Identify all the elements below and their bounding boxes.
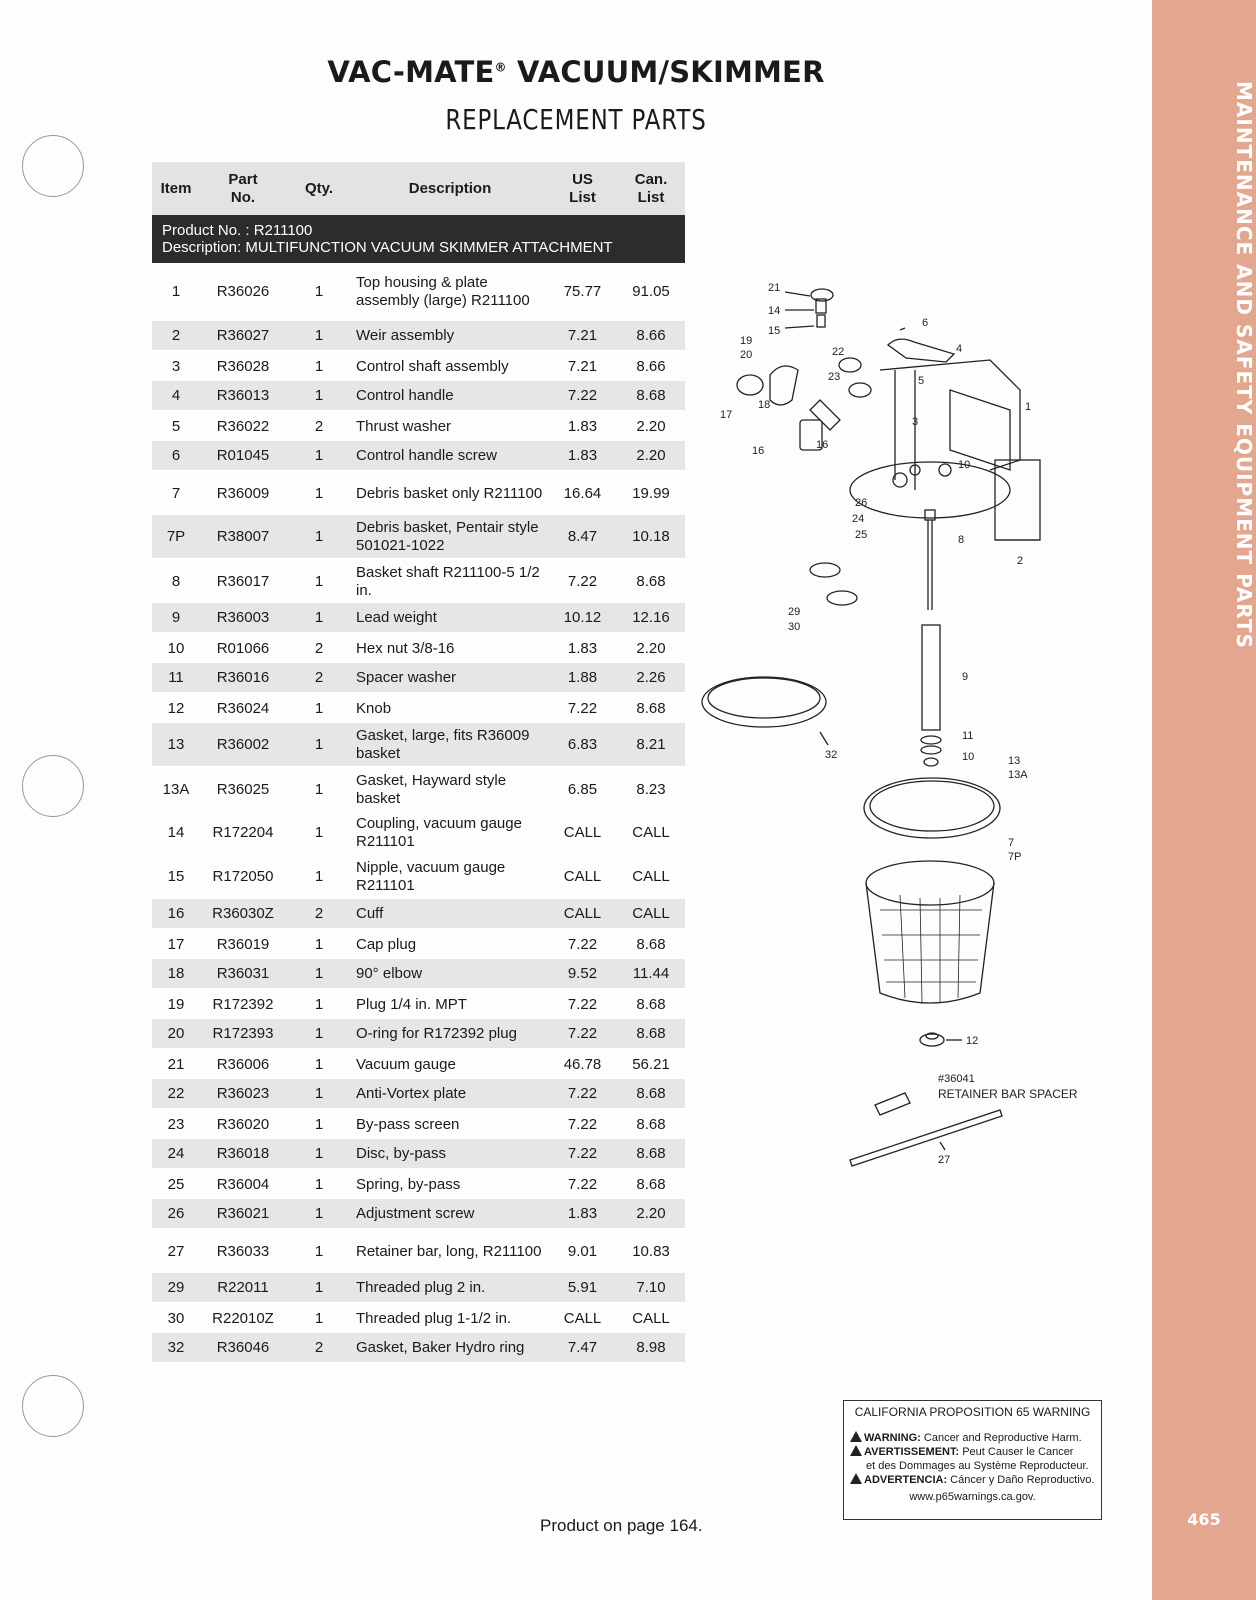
cell-us-list: 7.22 xyxy=(548,1139,617,1169)
cell-description: Threaded plug 1-1/2 in. xyxy=(356,1309,512,1327)
callout: 23 xyxy=(828,371,841,383)
cell-item: 13 xyxy=(152,723,200,767)
cell-description: Plug 1/4 in. MPT xyxy=(356,995,467,1013)
table-row xyxy=(152,515,685,559)
cell-part-no: R36031 xyxy=(200,959,286,989)
table-row xyxy=(152,693,685,723)
callout: 8 xyxy=(958,534,965,546)
header-can-list: Can. List xyxy=(617,162,685,215)
table-row xyxy=(152,1139,685,1169)
callout: 19 xyxy=(740,335,753,347)
product-banner xyxy=(152,215,685,263)
cell-can-list: 19.99 xyxy=(632,484,670,502)
cell-part-no: R22011 xyxy=(200,1273,286,1303)
cell-us-list: 1.83 xyxy=(567,417,598,435)
cell-us-list: 7.21 xyxy=(567,357,598,375)
callout: 18 xyxy=(758,399,771,411)
callout: 7 xyxy=(1008,837,1015,849)
diagram-callouts xyxy=(720,282,1078,1166)
cell-part-no: R36030Z xyxy=(200,899,286,929)
cell-us-list: 46.78 xyxy=(563,1055,602,1073)
callout: 22 xyxy=(832,346,845,358)
cell-item: 3 xyxy=(171,357,181,375)
table-row xyxy=(152,1229,685,1273)
cell-us-list: 1.83 xyxy=(548,441,617,471)
cell-description: Cuff xyxy=(352,899,548,929)
cell-qty: 1 xyxy=(286,1079,352,1109)
cell-description: Debris basket, Pentair style 501021-1022 xyxy=(352,515,548,559)
callout: 5 xyxy=(918,375,925,387)
parts-table xyxy=(152,162,685,1364)
cell-description: Control shaft assembly xyxy=(356,357,509,375)
cell-us-list: 7.21 xyxy=(548,321,617,351)
callout: 4 xyxy=(956,343,963,355)
cell-item: 5 xyxy=(171,417,181,435)
table-row xyxy=(152,1049,685,1079)
cell-qty: 1 xyxy=(314,699,324,717)
section-title: MAINTENANCE AND SAFETY EQUIPMENT PARTS xyxy=(1232,81,1256,649)
header-us-list: US List xyxy=(548,162,617,215)
cell-can-list: CALL xyxy=(617,899,685,929)
cell-qty: 1 xyxy=(314,572,324,590)
table-row xyxy=(152,1169,685,1199)
callout: 10 xyxy=(958,459,971,471)
page-title xyxy=(0,55,1152,89)
cell-us-list: CALL xyxy=(563,824,602,841)
table-row xyxy=(152,263,685,321)
cell-can-list: 8.68 xyxy=(617,1019,685,1049)
cell-part-no: R01066 xyxy=(216,639,270,657)
cell-part-no: R36018 xyxy=(200,1139,286,1169)
cell-description: 90° elbow xyxy=(352,959,548,989)
cell-qty: 1 xyxy=(314,935,324,953)
cell-item: 4 xyxy=(152,381,200,411)
cell-item: 19 xyxy=(167,995,185,1013)
cell-us-list: 7.22 xyxy=(548,1019,617,1049)
cell-description: Spacer washer xyxy=(352,663,548,693)
cell-qty: 2 xyxy=(314,639,324,657)
prop65-warning xyxy=(843,1400,1102,1520)
callout: 13A xyxy=(1008,769,1028,781)
cell-qty: 1 xyxy=(286,1139,352,1169)
cell-can-list: 12.16 xyxy=(617,603,685,633)
cell-us-list: 7.22 xyxy=(548,1079,617,1109)
callout: 9 xyxy=(962,671,969,683)
cell-item: 14 xyxy=(167,824,185,841)
callout: 1 xyxy=(1025,401,1032,413)
cell-item: 8 xyxy=(171,572,181,590)
callout: 12 xyxy=(966,1035,979,1047)
cell-description: Top housing & plate assembly (large) R211100 xyxy=(356,274,530,309)
cell-description: Gasket, Baker Hydro ring xyxy=(352,1333,548,1363)
cell-part-no: R172050 xyxy=(212,868,274,885)
side-band xyxy=(1152,0,1256,1600)
cell-item: 22 xyxy=(152,1079,200,1109)
cell-description: Disc, by-pass xyxy=(352,1139,548,1169)
table-row xyxy=(152,767,685,811)
table-row xyxy=(152,1199,685,1229)
cell-can-list: 8.68 xyxy=(636,995,666,1013)
cell-item: 27 xyxy=(167,1242,185,1260)
cell-part-no: R36019 xyxy=(216,935,270,953)
callout: 30 xyxy=(788,621,801,633)
cell-can-list: 8.68 xyxy=(636,572,666,590)
callout: 2 xyxy=(1017,555,1024,567)
cell-item: 26 xyxy=(152,1199,200,1229)
table-row xyxy=(152,1109,685,1139)
table-row xyxy=(152,381,685,411)
cell-item: 16 xyxy=(152,899,200,929)
callout: 24 xyxy=(852,513,865,525)
cell-part-no: R22010Z xyxy=(212,1309,274,1327)
cell-item: 17 xyxy=(167,935,185,953)
table-row xyxy=(152,959,685,989)
cell-part-no: R36021 xyxy=(200,1199,286,1229)
cell-us-list: 10.12 xyxy=(548,603,617,633)
cell-item: 11 xyxy=(152,663,200,693)
cell-us-list: 7.22 xyxy=(567,935,598,953)
table-row xyxy=(152,663,685,693)
cell-description: Weir assembly xyxy=(352,321,548,351)
product-number: Product No. : R211100 xyxy=(162,222,313,239)
cell-can-list: 8.68 xyxy=(617,1139,685,1169)
cell-item: 2 xyxy=(152,321,200,351)
cell-qty: 1 xyxy=(286,1199,352,1229)
cell-description: By-pass screen xyxy=(356,1115,460,1133)
cell-us-list: 1.83 xyxy=(567,639,598,657)
spacer-part-number: #36041 xyxy=(938,1073,975,1085)
cell-qty: 1 xyxy=(286,603,352,633)
cell-description: Control handle screw xyxy=(352,441,548,471)
cell-us-list: CALL xyxy=(563,1309,602,1327)
cell-description: Threaded plug 2 in. xyxy=(352,1273,548,1303)
cell-us-list: 1.88 xyxy=(548,663,617,693)
cell-us-list: 6.85 xyxy=(567,780,598,798)
callout: 29 xyxy=(788,606,801,618)
warning-url: www.p65warnings.ca.gov. xyxy=(909,1491,1036,1503)
callout: 21 xyxy=(768,282,781,294)
cell-part-no: R36025 xyxy=(216,780,270,798)
cell-us-list: 5.91 xyxy=(548,1273,617,1303)
table-row xyxy=(152,989,685,1019)
cell-us-list: 8.47 xyxy=(548,515,617,559)
cell-item: 1 xyxy=(171,283,181,300)
cell-part-no: R36002 xyxy=(200,723,286,767)
page-number: 465 xyxy=(1187,1510,1221,1529)
cell-qty: 2 xyxy=(286,663,352,693)
table-row xyxy=(152,633,685,663)
cell-can-list: CALL xyxy=(632,824,670,841)
cell-us-list: 7.22 xyxy=(567,572,598,590)
cell-part-no: R38007 xyxy=(200,515,286,559)
cell-description: Nipple, vacuum gauge R211101 xyxy=(356,859,506,894)
callout: 13 xyxy=(1008,755,1021,767)
header-qty: Qty. xyxy=(286,162,352,215)
table-header-row xyxy=(152,162,685,215)
cell-description: Gasket, large, fits R36009 basket xyxy=(352,723,548,767)
exploded-parts-diagram xyxy=(700,270,1120,1170)
cell-item: 15 xyxy=(167,868,185,885)
cell-item: 23 xyxy=(167,1115,185,1133)
warning-heading: CALIFORNIA PROPOSITION 65 WARNING xyxy=(854,1405,1091,1419)
cell-can-list: 10.83 xyxy=(632,1242,670,1260)
cell-part-no: R36017 xyxy=(216,572,270,590)
binder-hole xyxy=(22,135,84,197)
warning-triangle-icon xyxy=(850,1445,862,1456)
warning-es: ADVERTENCIA: Cáncer y Daño Reproductivo. xyxy=(850,1473,1095,1487)
brand-name: VAC-MATE xyxy=(327,55,495,89)
callout: 25 xyxy=(855,529,868,541)
cell-qty: 1 xyxy=(286,1019,352,1049)
cell-can-list: CALL xyxy=(632,868,670,885)
cell-part-no: R36022 xyxy=(216,417,270,435)
header-description: Description xyxy=(352,162,548,215)
cell-part-no: R36006 xyxy=(216,1055,270,1073)
cell-description: Control handle xyxy=(352,381,548,411)
callout: 3 xyxy=(912,416,919,428)
cell-can-list: 56.21 xyxy=(632,1055,670,1073)
cell-qty: 2 xyxy=(286,1333,352,1363)
table-row xyxy=(152,899,685,929)
cell-part-no: R36013 xyxy=(200,381,286,411)
cell-part-no: R36016 xyxy=(200,663,286,693)
cell-can-list: 10.18 xyxy=(617,515,685,559)
cell-part-no: R36009 xyxy=(216,484,270,502)
cell-item: 21 xyxy=(167,1055,185,1073)
cell-part-no: R36020 xyxy=(216,1115,270,1133)
cell-can-list: 2.20 xyxy=(617,441,685,471)
cell-us-list: 9.01 xyxy=(567,1242,598,1260)
cell-description: Thrust washer xyxy=(356,417,452,435)
cell-qty: 1 xyxy=(314,780,324,798)
cell-can-list: 2.26 xyxy=(617,663,685,693)
callout: 15 xyxy=(768,325,781,337)
callout: 16 xyxy=(752,445,765,457)
callout: 14 xyxy=(768,305,781,317)
callout: 10 xyxy=(962,751,975,763)
cell-qty: 1 xyxy=(314,868,324,885)
warning-triangle-icon xyxy=(850,1431,862,1442)
binder-hole xyxy=(22,1375,84,1437)
warning-triangle-icon xyxy=(850,1473,862,1484)
cell-part-no: R36027 xyxy=(200,321,286,351)
registered-mark: ® xyxy=(494,60,507,75)
cell-qty: 1 xyxy=(286,723,352,767)
callout: 32 xyxy=(825,749,838,761)
cell-item: 30 xyxy=(167,1309,185,1327)
cell-description: Spring, by-pass xyxy=(356,1175,461,1193)
cell-us-list: 6.83 xyxy=(548,723,617,767)
callout: 11 xyxy=(962,730,974,742)
cell-item: 32 xyxy=(152,1333,200,1363)
cell-us-list: 7.22 xyxy=(567,699,598,717)
cell-can-list: 8.68 xyxy=(617,1079,685,1109)
table-row xyxy=(152,559,685,603)
cell-can-list: 8.21 xyxy=(617,723,685,767)
cell-item: 20 xyxy=(152,1019,200,1049)
cell-item: 9 xyxy=(152,603,200,633)
cell-qty: 1 xyxy=(314,824,324,841)
cell-item: 29 xyxy=(152,1273,200,1303)
cell-description: Lead weight xyxy=(352,603,548,633)
table-row xyxy=(152,855,685,899)
cell-qty: 2 xyxy=(286,899,352,929)
table-row xyxy=(152,351,685,381)
cell-us-list: CALL xyxy=(563,868,602,885)
callout: 7P xyxy=(1008,851,1022,863)
cell-qty: 1 xyxy=(286,515,352,559)
product-description: Description: MULTIFUNCTION VACUUM SKIMMER ATTACHMENT xyxy=(162,239,613,256)
cell-can-list: 8.68 xyxy=(636,1115,666,1133)
header-item: Item xyxy=(152,162,200,215)
cell-qty: 1 xyxy=(286,321,352,351)
cell-can-list: 8.68 xyxy=(636,1175,666,1193)
cell-qty: 1 xyxy=(314,357,324,375)
callout: 26 xyxy=(855,497,868,509)
cell-description: Gasket, Hayward style basket xyxy=(356,771,507,807)
cell-us-list: 7.47 xyxy=(548,1333,617,1363)
warning-en: WARNING: Cancer and Reproductive Harm. xyxy=(850,1431,1095,1445)
cell-description: Anti-Vortex plate xyxy=(352,1079,548,1109)
callout: 16 xyxy=(816,439,829,451)
warning-fr-cont: et des Dommages au Système Reproducteur. xyxy=(866,1460,1089,1472)
table-row xyxy=(152,471,685,515)
cell-can-list: 8.68 xyxy=(636,699,666,717)
cell-can-list: 2.20 xyxy=(636,639,666,657)
cell-qty: 1 xyxy=(314,1175,324,1193)
cell-qty: 1 xyxy=(314,995,324,1013)
callout: 20 xyxy=(740,349,753,361)
cell-part-no: R36003 xyxy=(200,603,286,633)
cell-can-list: CALL xyxy=(632,1309,670,1327)
table-row xyxy=(152,1019,685,1049)
cell-qty: 1 xyxy=(286,959,352,989)
cell-description: Hex nut 3/8-16 xyxy=(356,639,455,657)
cell-can-list: 8.66 xyxy=(636,357,666,375)
table-row xyxy=(152,1333,685,1363)
cell-can-list: 2.20 xyxy=(617,1199,685,1229)
cell-qty: 1 xyxy=(286,441,352,471)
cell-qty: 1 xyxy=(314,283,324,300)
cell-part-no: R172393 xyxy=(200,1019,286,1049)
cell-us-list: CALL xyxy=(548,899,617,929)
cell-qty: 1 xyxy=(286,381,352,411)
cell-part-no: R36023 xyxy=(200,1079,286,1109)
cell-part-no: R36026 xyxy=(216,283,270,300)
cell-item: 13A xyxy=(162,780,190,798)
cell-item: 24 xyxy=(152,1139,200,1169)
cell-qty: 1 xyxy=(314,484,324,502)
callout: 6 xyxy=(922,317,929,329)
cell-description: O-ring for R172392 plug xyxy=(352,1019,548,1049)
product-name: VACUUM/SKIMMER xyxy=(506,55,825,89)
cell-can-list: 8.66 xyxy=(617,321,685,351)
cell-can-list: 2.20 xyxy=(636,417,666,435)
callout: 27 xyxy=(938,1154,951,1166)
footer-note: Product on page 164. xyxy=(540,1516,703,1535)
cell-item: 12 xyxy=(167,699,185,717)
table-row xyxy=(152,1303,685,1333)
cell-part-no: R36028 xyxy=(216,357,270,375)
cell-part-no: R36046 xyxy=(200,1333,286,1363)
cell-description: Knob xyxy=(356,699,392,717)
cell-description: Adjustment screw xyxy=(352,1199,548,1229)
cell-description: Coupling, vacuum gauge R211101 xyxy=(356,815,522,850)
table-row xyxy=(152,603,685,633)
cell-can-list: 8.23 xyxy=(636,780,666,798)
cell-description: Basket shaft R211100-5 1/2 in. xyxy=(356,563,540,599)
cell-can-list: 11.44 xyxy=(617,959,685,989)
cell-us-list: 9.52 xyxy=(548,959,617,989)
table-row xyxy=(152,411,685,441)
page-subtitle: REPLACEMENT PARTS xyxy=(445,103,707,136)
cell-item: 6 xyxy=(152,441,200,471)
binder-hole xyxy=(22,755,84,817)
cell-item: 18 xyxy=(152,959,200,989)
cell-can-list: 7.10 xyxy=(617,1273,685,1303)
cell-us-list: 1.83 xyxy=(548,1199,617,1229)
warning-fr: AVERTISSEMENT: Peut Causer le Cancer xyxy=(850,1445,1095,1459)
cell-qty: 1 xyxy=(314,1309,324,1327)
cell-part-no: R172392 xyxy=(212,995,274,1013)
cell-can-list: 91.05 xyxy=(632,283,670,300)
cell-qty: 1 xyxy=(314,1055,324,1073)
cell-qty: 2 xyxy=(314,417,324,435)
table-row xyxy=(152,1273,685,1303)
cell-part-no: R36033 xyxy=(216,1242,270,1260)
cell-description: Vacuum gauge xyxy=(356,1055,456,1073)
cell-can-list: 8.68 xyxy=(617,381,685,411)
table-row xyxy=(152,1079,685,1109)
table-row xyxy=(152,929,685,959)
cell-item: 7 xyxy=(171,484,181,502)
cell-can-list: 8.68 xyxy=(636,935,666,953)
spacer-label: RETAINER BAR SPACER xyxy=(938,1087,1078,1101)
cell-us-list: 16.64 xyxy=(563,484,602,502)
cell-description: Retainer bar, long, R211100 xyxy=(356,1242,542,1260)
table-row xyxy=(152,321,685,351)
table-row xyxy=(152,723,685,767)
cell-qty: 1 xyxy=(314,1242,324,1260)
cell-us-list: 7.22 xyxy=(567,1175,598,1193)
cell-item: 25 xyxy=(167,1175,185,1193)
cell-description: Debris basket only R211100 xyxy=(356,484,543,502)
cell-part-no: R36004 xyxy=(216,1175,270,1193)
cell-item: 7P xyxy=(152,515,200,559)
cell-part-no: R01045 xyxy=(200,441,286,471)
cell-us-list: 75.77 xyxy=(563,283,602,300)
cell-item: 10 xyxy=(167,639,185,657)
cell-part-no: R36024 xyxy=(216,699,270,717)
cell-us-list: 7.22 xyxy=(548,381,617,411)
header-part-no: Part No. xyxy=(200,162,286,215)
callout: 17 xyxy=(720,409,733,421)
cell-us-list: 7.22 xyxy=(567,1115,598,1133)
cell-part-no: R172204 xyxy=(212,824,274,841)
cell-can-list: 8.98 xyxy=(617,1333,685,1363)
cell-qty: 1 xyxy=(286,1273,352,1303)
table-row xyxy=(152,441,685,471)
cell-description: Cap plug xyxy=(356,935,417,953)
cell-qty: 1 xyxy=(314,1115,324,1133)
cell-us-list: 7.22 xyxy=(567,995,598,1013)
table-row xyxy=(152,811,685,855)
